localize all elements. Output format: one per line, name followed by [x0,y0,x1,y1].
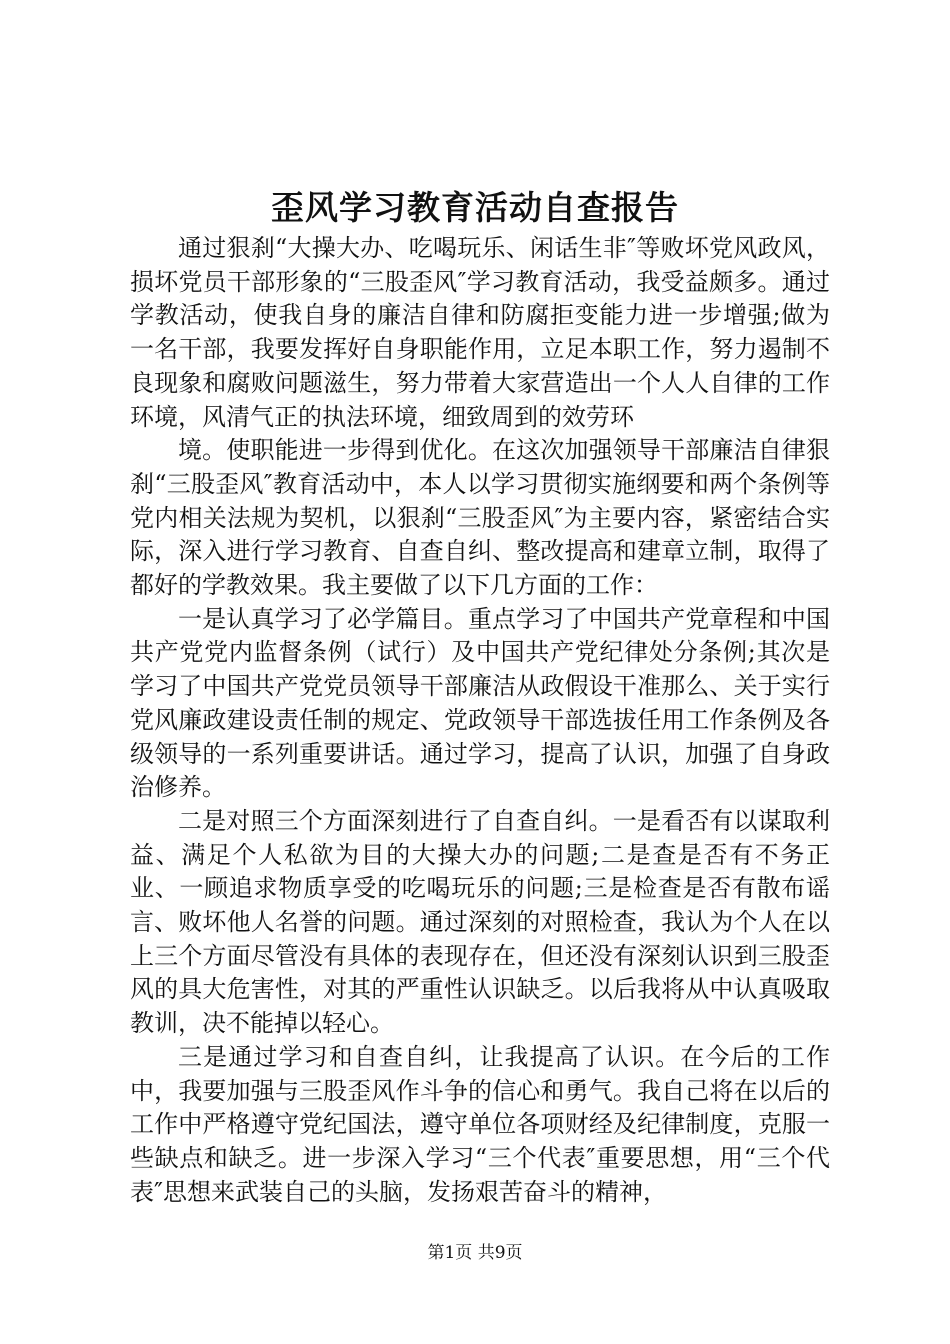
paragraph-5: 三是通过学习和自查自纠，让我提高了认识。在今后的工作中，我要加强与三股歪风作斗争的信心和勇气。我自己将在以后的工作中严格遵守党纪国法，遵守单位各项财经及纪律制度，克服一些缺点和缺乏。进一步深入学习“三个代表″重要思想，用“三个代表″思想来武装自己的头脑，发扬艰苦奋斗的精神， [130,1042,830,1206]
paragraph-3: 一是认真学习了必学篇目。重点学习了中国共产党章程和中国共产党党内监督条例（试行）及中国共产党纪律处分条例;其次是学习了中国共产党党员领导干部廉洁从政假设干准那么、关于实行党风廉政建设责任制的规定、党政领导干部选拔任用工作条例及各级领导的一系列重要讲话。通过学习，提高了认识，加强了自身政治修养。 [130,604,830,802]
document-body [130,232,830,1209]
paragraph-1: 通过狠刹“大操大办、吃喝玩乐、闲话生非″等败坏党风政风，损坏党员干部形象的“三股歪风″学习教育活动，我受益颇多。通过学教活动，使我自身的廉洁自律和防腐拒变能力进一步增强;做为一名干部，我要发挥好自身职能作用，立足本职工作，努力遏制不良现象和腐败问题滋生，努力带着大家营造出一个人人自律的工作环境，风清气正的执法环境，细致周到的效劳环 [130,234,830,431]
page-footer: 第1页 共9页 [427,1243,523,1263]
paragraph-2: 境。使职能进一步得到优化。在这次加强领导干部廉洁自律狠刹“三股歪风″教育活动中，本人以学习贯彻实施纲要和两个条例等党内相关法规为契机，以狠刹“三股歪风″为主要内容，紧密结合实际，深入进行学习教育、自查自纠、整改提高和建章立制，取得了都好的学教效果。我主要做了以下几方面的工作： [130,436,830,600]
paragraph-4: 二是对照三个方面深刻进行了自查自纠。一是看否有以谋取利益、满足个人私欲为目的大操大办的问题;二是查是否有不务正业、一顾追求物质享受的吃喝玩乐的问题;三是检查是否有散布谣言、败坏他人名誉的问题。通过深刻的对照检查，我认为个人在以上三个方面尽管没有具体的表现存在，但还没有深刻认识到三股歪风的具大危害性，对其的严重性认识缺乏。以后我将从中认真吸取教训，决不能掉以轻心。 [130,806,830,1038]
document-title: 歪风学习教育活动自查报告 [271,188,679,227]
